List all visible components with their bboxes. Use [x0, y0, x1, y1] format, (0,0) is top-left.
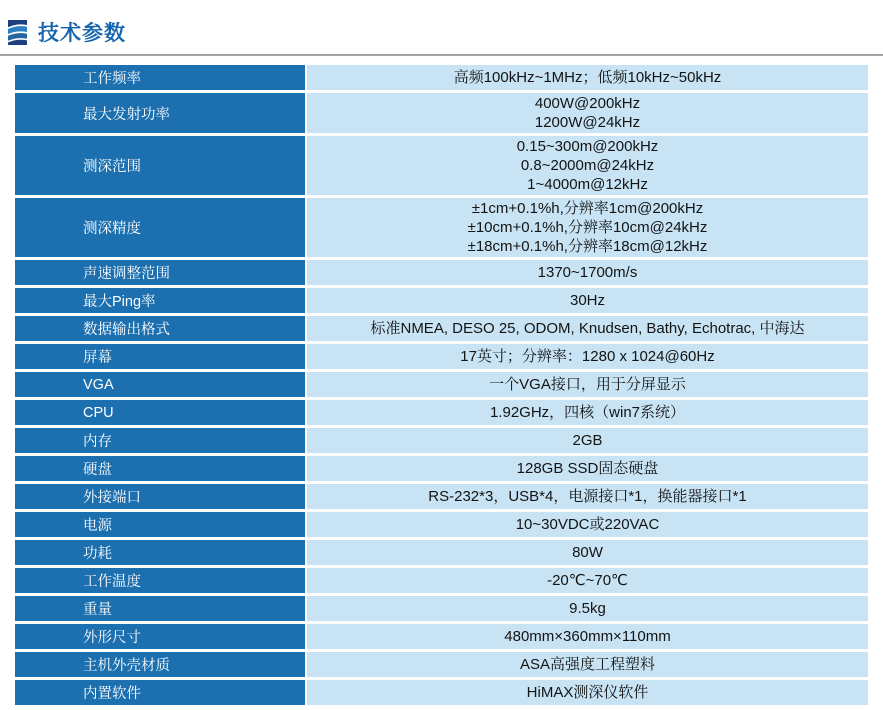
spec-label: 声速调整范围: [15, 260, 305, 285]
spec-value-line: 9.5kg: [569, 600, 606, 617]
spec-value-line: 1370~1700m/s: [537, 264, 638, 281]
table-row: [15, 288, 868, 313]
spec-label: 内置软件: [15, 680, 305, 705]
spec-value-line: 标准NMEA, DESO 25, ODOM, Knudsen, Bathy, Echotrac, 中海达: [370, 320, 805, 337]
spec-value: [307, 540, 868, 565]
spec-value-line: 2GB: [572, 432, 603, 449]
spec-value-line: 0.8~2000m@24kHz: [520, 157, 655, 174]
spec-value: [307, 93, 868, 133]
spec-label: 测深精度: [15, 198, 305, 257]
table-row: [15, 344, 868, 369]
section-header: [0, 0, 883, 47]
table-row: [15, 680, 868, 705]
table-row: [15, 568, 868, 593]
table-row: [15, 400, 868, 425]
spec-table: [15, 65, 868, 705]
spec-value-line: ±10cm+0.1%h,分辨率10cm@24kHz: [467, 219, 708, 236]
spec-value: [307, 596, 868, 621]
spec-value-line: RS-232*3，USB*4，电源接口*1，换能器接口*1: [428, 488, 747, 505]
spec-label: 屏幕: [15, 344, 305, 369]
table-row: [15, 260, 868, 285]
spec-value: [307, 568, 868, 593]
spec-value-line: 80W: [572, 544, 603, 561]
spec-label: 测深范围: [15, 136, 305, 195]
spec-value-line: -20℃~70℃: [547, 572, 628, 589]
table-row: [15, 316, 868, 341]
spec-value-line: 30Hz: [569, 292, 606, 309]
spec-value: [307, 372, 868, 397]
table-row: [15, 540, 868, 565]
spec-value-line: 高频100kHz~1MHz；低频10kHz~50kHz: [453, 69, 722, 86]
spec-label: 工作温度: [15, 568, 305, 593]
spec-value-line: HiMAX测深仪软件: [526, 684, 649, 701]
spec-value-line: 一个VGA接口，用于分屏显示: [489, 376, 686, 393]
spec-label: 外接端口: [15, 484, 305, 509]
spec-label: 电源: [15, 512, 305, 537]
spec-value: [307, 456, 868, 481]
table-row: [15, 198, 868, 257]
spec-value: [307, 512, 868, 537]
spec-label: 重量: [15, 596, 305, 621]
table-row: [15, 484, 868, 509]
spec-label: 内存: [15, 428, 305, 453]
spec-value: [307, 198, 868, 257]
table-row: [15, 596, 868, 621]
table-row: [15, 65, 868, 90]
spec-value-line: 1200W@24kHz: [534, 114, 641, 131]
spec-value: [307, 624, 868, 649]
spec-value-line: 480mm×360mm×110mm: [504, 628, 671, 645]
spec-value-line: 1.92GHz，四核（win7系统）: [489, 404, 686, 421]
spec-label: 数据输出格式: [15, 316, 305, 341]
spec-value-line: 17英寸；分辨率：1280 x 1024@60Hz: [460, 348, 715, 365]
spec-value: [307, 316, 868, 341]
spec-label: 外形尺寸: [15, 624, 305, 649]
spec-value: [307, 65, 868, 90]
spec-label: 主机外壳材质: [15, 652, 305, 677]
spec-value-line: ±1cm+0.1%h,分辨率1cm@200kHz: [471, 200, 704, 217]
spec-value: [307, 136, 868, 195]
spec-value-line: ASA高强度工程塑料: [519, 656, 655, 673]
spec-value: [307, 400, 868, 425]
spec-value-line: 128GB SSD固态硬盘: [516, 460, 659, 477]
spec-label: 工作频率: [15, 65, 305, 90]
spec-value: [307, 344, 868, 369]
table-row: [15, 93, 868, 133]
table-row: [15, 428, 868, 453]
table-row: [15, 652, 868, 677]
spec-value-line: 0.15~300m@200kHz: [516, 138, 659, 155]
table-row: [15, 136, 868, 195]
spec-label: CPU: [15, 400, 305, 425]
spec-label: 功耗: [15, 540, 305, 565]
spec-value-line: 10~30VDC或220VAC: [515, 516, 660, 533]
header-divider: [0, 54, 883, 56]
spec-value-line: 1~4000m@12kHz: [527, 176, 648, 193]
table-row: [15, 372, 868, 397]
spec-value: [307, 680, 868, 705]
table-row: [15, 456, 868, 481]
spec-value: [307, 652, 868, 677]
spec-label: 最大Ping率: [15, 288, 305, 313]
waves-icon: [8, 20, 27, 45]
spec-label: 硬盘: [15, 456, 305, 481]
spec-value-line: ±18cm+0.1%h,分辨率18cm@12kHz: [467, 238, 708, 255]
spec-value-line: 400W@200kHz: [534, 95, 641, 112]
spec-label: VGA: [15, 372, 305, 397]
spec-value: [307, 484, 868, 509]
table-row: [15, 512, 868, 537]
spec-value: [307, 260, 868, 285]
page-title: 技术参数: [38, 22, 126, 45]
spec-value: [307, 288, 868, 313]
spec-value: [307, 428, 868, 453]
table-row: [15, 624, 868, 649]
spec-label: 最大发射功率: [15, 93, 305, 133]
